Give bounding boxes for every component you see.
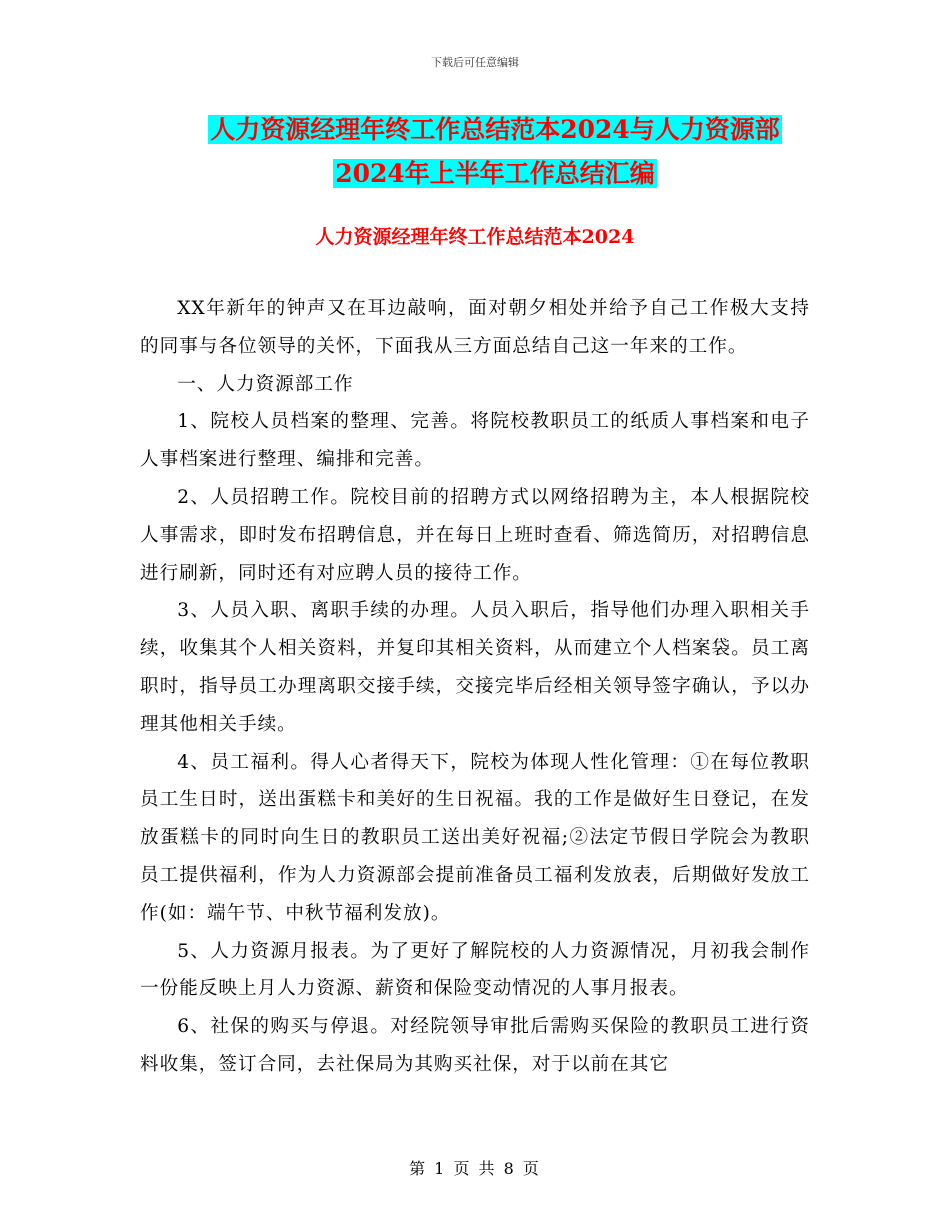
paragraph-item-3: 3、人员入职、离职手续的办理。人员入职后，指导他们办理入职相关手续，收集其个人相关资料，并复印其相关资料，从而建立个人档案袋。员工离职时，指导员工办理离职交接手续，交接完毕后经相关领导签字确认，予以办理其他相关手续。	[140, 600, 810, 735]
paragraph-heading-hr-work: 一、人力资源部工作	[177, 373, 354, 395]
document-title	[150, 108, 840, 196]
document-title-line-2: 2024年上半年工作总结汇编	[335, 159, 655, 188]
paragraph-item-2: 2、人员招聘工作。院校目前的招聘方式以网络招聘为主，本人根据院校人事需求，即时发布招聘信息，并在每日上班时查看、筛选简历，对招聘信息进行刷新，同时还有对应聘人员的接待工作。	[140, 486, 810, 584]
page-number: 第 1 页 共 8 页	[409, 1159, 541, 1178]
document-body	[140, 290, 810, 1084]
section-title: 人力资源经理年终工作总结范本2024	[315, 226, 635, 248]
header-note: 下载后可任意编辑	[431, 56, 519, 69]
paragraph-item-6: 6、社保的购买与停退。对经院领导审批后需购买保险的教职员工进行资料收集，签订合同，去社保局为其购买社保，对于以前在其它	[140, 1016, 810, 1075]
paragraph-intro: XX年新年的钟声又在耳边敲响，面对朝夕相处并给予自己工作极大支持的同事与各位领导的关怀，下面我从三方面总结自己这一年来的工作。	[140, 298, 810, 357]
paragraph-item-4: 4、员工福利。得人心者得天下，院校为体现人性化管理：①在每位教职员工生日时，送出蛋糕卡和美好的生日祝福。我的工作是做好生日登记，在发放蛋糕卡的同时向生日的教职员工送出美好祝福;②法定节假日学院会为教职员工提供福利，作为人力资源部会提前准备员工福利发放表，后期做好发放工作(如：端午节、中秋节福利发放)。	[140, 751, 810, 924]
paragraph-item-1: 1、院校人员档案的整理、完善。将院校教职员工的纸质人事档案和电子人事档案进行整理、编排和完善。	[140, 411, 810, 471]
document-title-line-1: 人力资源经理年终工作总结范本2024与人力资源部	[210, 115, 780, 144]
paragraph-item-5: 5、人力资源月报表。为了更好了解院校的人力资源情况，月初我会制作一份能反映上月人力资源、薪资和保险变动情况的人事月报表。	[140, 940, 810, 1000]
